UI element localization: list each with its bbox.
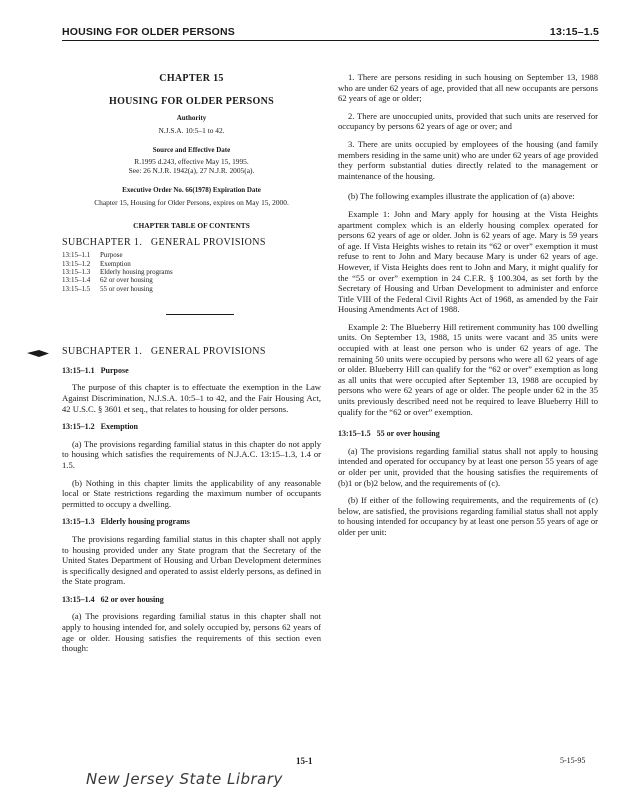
section-1-5-a: (a) The provisions regarding familial status shall not apply to housing intended and operated for occupancy by at least one person 55 years of age or older per unit, provided that the housing satisfies the requirements of (b)1 or (b)2 below, and the requirements of (c).	[338, 445, 598, 488]
toc-subchapter: SUBCHAPTER 1. GENERAL PROVISIONS	[62, 236, 266, 248]
revision-date: 5-15-95	[560, 756, 586, 765]
toc-item[interactable]: 13:15–1.3 Elderly housing programs	[62, 267, 173, 276]
toc-item[interactable]: 13:15–1.4 62 or over housing	[62, 276, 153, 285]
toc-title: CHAPTER TABLE OF CONTENTS	[133, 220, 250, 230]
section-1-2-a: (a) The provisions regarding familial status in this chapter do not apply to housing which satisfies the requirements of N.J.A.C. 13:15–1.3, 1.4 or 1.5.	[62, 438, 321, 470]
header-title: HOUSING FOR OLDER PERSONS	[62, 26, 236, 38]
right-column	[338, 72, 598, 545]
section-1-5-b: (b) If either of the following requirements, and the requirements of (c) below, are satisfied, the provisions regarding familial status shall not apply to housing intended for occupancy by at least one person 55 years of age or older per unit:	[338, 495, 598, 537]
authority-text: N.J.S.A. 10:5–1 to 42.	[158, 125, 225, 135]
section-heading-1-5: 13:15–1.5 55 or over housing	[338, 429, 440, 439]
margin-arrow-icon	[27, 350, 49, 358]
toc-item[interactable]: 13:15–1.5 55 or over housing	[62, 284, 153, 293]
executive-order-text: Chapter 15, Housing for Older Persons, expires on May 15, 2000.	[94, 197, 289, 207]
section-1-4-a: (a) The provisions regarding familial status in this chapter shall not apply to housing intended for, and solely occupied by, persons 62 years of age or older. Housing satisfies the requirements of this section even though:	[62, 611, 321, 654]
left-column	[62, 72, 321, 661]
section-heading-1-1: 13:15–1.1 Purpose	[62, 365, 129, 375]
section-1-4-a-3: 3. There are units occupied by employees of the housing (and family members residing in the same unit) who are under 62 years of age provided they perform substantial duties directly related to the management or maintenance of the housing.	[338, 138, 598, 181]
section-1-2-b: (b) Nothing in this chapter limits the applicability of any reasonable local or State restrictions regarding the maximum number of occupants permitted to occupy a dwelling.	[62, 477, 321, 509]
page-number: 15-1	[296, 756, 313, 766]
section-heading-1-3: 13:15–1.3 Elderly housing programs	[62, 517, 190, 527]
section-heading-1-2: 13:15–1.2 Exemption	[62, 422, 138, 432]
source-line-1: R.1995 d.243, effective May 15, 1995.	[134, 157, 249, 167]
section-1-3-text: The provisions regarding familial status in this chapter shall not apply to housing provided under any State program that the Secretary of the United States Department of Housing and Urban Development determines is specifically designed and operated to assist elderly persons, as defined in the State program.	[62, 533, 321, 587]
running-header	[62, 26, 599, 41]
source-label: Source and Effective Date	[152, 145, 231, 154]
subchapter-heading: SUBCHAPTER 1. GENERAL PROVISIONS	[62, 346, 266, 358]
section-heading-1-4: 13:15–1.4 62 or over housing	[62, 594, 164, 604]
section-1-4-b: (b) The following examples illustrate the application of (a) above:	[348, 191, 575, 202]
executive-order-label: Executive Order No. 66(1978) Expiration Date	[122, 186, 261, 195]
toc-item[interactable]: 13:15–1.1 Purpose	[62, 251, 123, 260]
example-1: Example 1: John and Mary apply for housing at the Vista Heights apartment complex which is an elderly housing complex operated for persons 62 years of age or older. John is 62 years of age. Mary is 59 years of age. If Vista Heights wishes to retain its “62 or over” exemption it must refuse to rent to John and Mary because Mary is under 62 years of age. However, if Vista Heights does rent to John and Mary, it might qualify for the “55 or over” exemption in 24 C.F.R. § 100.304, as set forth by the Secretary of Housing and Urban Development to administer and enforce Title VIII of the Federal Civil Rights Act of 1968, as amended by the Fair Housing Amendments Act of 1988.	[338, 208, 598, 315]
header-section-number: 13:15–1.5	[549, 26, 599, 38]
section-1-1-text: The purpose of this chapter is to effectuate the exemption in the Law Against Discrimination, N.J.S.A. 10:5–1 to 42, and the Fair Housing Act, 42 U.S.C. § 3601 et seq., that relates to housing for older persons.	[62, 382, 321, 414]
library-watermark: New Jersey State Library	[86, 770, 283, 788]
authority-label: Authority	[176, 114, 207, 123]
divider	[166, 314, 234, 315]
chapter-number: CHAPTER 15	[159, 73, 224, 84]
section-1-4-a-1: 1. There are persons residing in such housing on September 13, 1988 who are under 62 years of age, provided that all new occupants are persons 62 years of age or older;	[338, 72, 598, 104]
chapter-title: HOUSING FOR OLDER PERSONS	[108, 95, 275, 107]
section-1-4-a-2: 2. There are unoccupied units, provided that such units are reserved for occupancy by persons 62 years of age or over; and	[338, 110, 598, 132]
source-line-2: See: 26 N.J.R. 1942(a), 27 N.J.R. 2005(a).	[128, 166, 255, 176]
toc-item[interactable]: 13:15–1.2 Exemption	[62, 259, 131, 268]
example-2: Example 2: The Blueberry Hill retirement community has 100 dwelling units. On September 13, 1988, 15 units were vacant and 35 units were occupied with at least one person who is under 62 years of age. The remaining 50 units were occupied by persons who were all 62 years of age or older. Blueberry Hill can qualify for the “62 or over” exemption as long as all units that were occupied after September 13, 1988 are occupied by persons who were 62 years of age or older. The people under 62 in the 35 units previously described need not be required to leave Blueberry Hill to qualify for the “62 or over” exemption.	[338, 321, 598, 417]
table-of-contents	[62, 251, 321, 293]
